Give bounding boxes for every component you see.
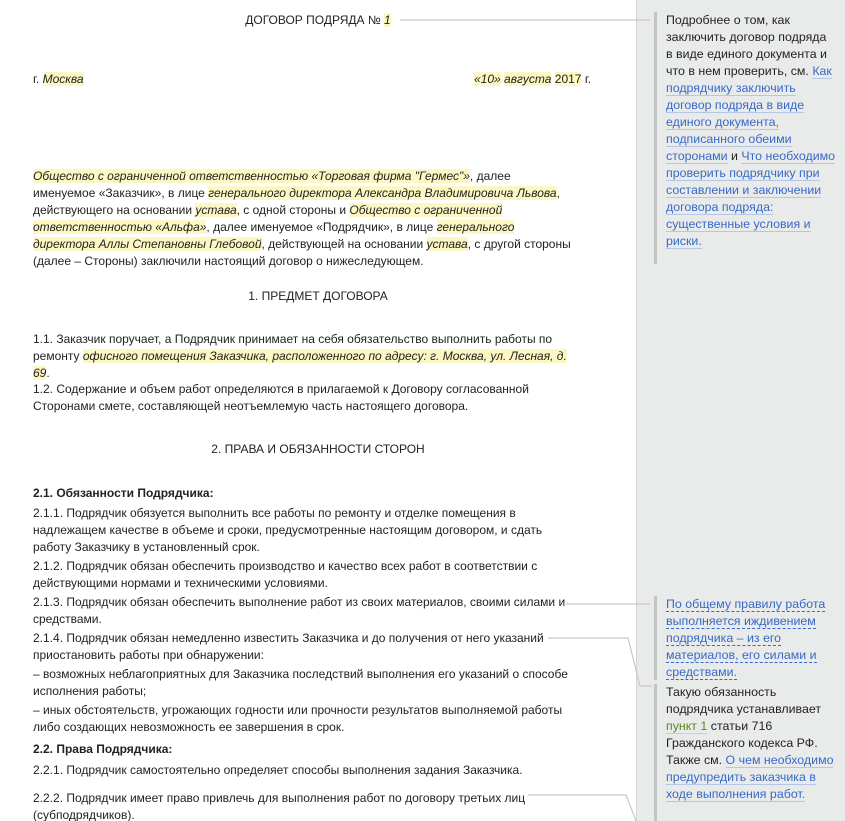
contractor-basis-field[interactable]: устава	[426, 237, 468, 251]
date-day-field[interactable]: «10»	[474, 72, 501, 86]
note-2-bar	[654, 596, 657, 680]
work-object-field[interactable]: офисного помещения Заказчика, расположенного по адресу: г. Москва, ул. Лесная, д. 69	[33, 349, 567, 380]
date-month-field[interactable]: августа	[504, 72, 552, 86]
sidebar-note-1: Подробнее о том, как заключить договор подряда в виде единого документа и что в нем проверить, см. Как подрядчику заключить договор подряда в виде единого документа, подписанного обеими сторонами и Что необходимо проверить подрядчику при составлении и заключении договора подряда: существенные условия и риски.	[666, 13, 836, 248]
sidebar-note-2	[666, 596, 836, 681]
clause-2-1-3: 2.1.3. Подрядчик обязан обеспечить выполнение работ из своих материалов, своими силами и средствами.	[33, 595, 566, 626]
note-1-bar	[654, 12, 657, 264]
note-3-link-warn-customer[interactable]: О чем необходимо предупредить заказчика в ходе выполнения работ.	[666, 753, 834, 801]
subsection-2-1-heading: 2.1. Обязанности Подрядчика:	[33, 486, 214, 500]
clause-2-1-4: 2.1.4. Подрядчик обязан немедленно известить Заказчика и до получения от него указаний приостановить работы при обнаружении:	[33, 631, 544, 662]
note-3-bar	[654, 684, 657, 821]
contract-city: г. Москва	[33, 72, 84, 86]
contractor-director-field[interactable]: генерального директора Аллы Степановны Глебовой	[33, 220, 515, 251]
customer-name-field[interactable]: Общество с ограниченной ответственностью «Торговая фирма "Гермес"»	[33, 169, 470, 183]
clause-2-1-4-item-b: – иных обстоятельств, угрожающих годности или прочности результатов выполняемой работы либо создающих невозможность ее завершения в срок.	[33, 703, 563, 734]
contract-title: ДОГОВОР ПОДРЯДА № 1	[245, 13, 391, 27]
note-1-link-check-contract[interactable]: Что необходимо проверить подрядчику при составлении и заключении договора подряда: существенные условия и риски.	[666, 149, 836, 248]
clause-2-1-2: 2.1.2. Подрядчик обязан обеспечить производство и качество всех работ в соответствии с действующими нормами и техническими условиями.	[33, 559, 538, 590]
clause-1-1: 1.1. Заказчик поручает, а Подрядчик принимает на себя обязательство выполнить работы по ремонту офисного помещения Заказчика, расположенного по адресу: г. Москва, ул. Лесная, д. 69.	[33, 332, 567, 380]
clause-1-2: 1.2. Содержание и объем работ определяются в прилагаемой к Договору согласованной Сторонами смете, составляющей неотъемлемую часть настоящего договора.	[33, 382, 529, 413]
city-field[interactable]: Москва	[42, 72, 84, 86]
clause-2-2-1: 2.2.1. Подрядчик самостоятельно определяет способы выполнения задания Заказчика.	[33, 763, 523, 777]
subsection-2-2-heading: 2.2. Права Подрядчика:	[33, 742, 173, 756]
clause-2-1-4-item-a: – возможных неблагоприятных для Заказчика последствий выполнения его указаний о способе исполнения работы;	[33, 667, 568, 698]
customer-basis-field[interactable]: устава	[195, 203, 237, 217]
section-2-heading: 2. ПРАВА И ОБЯЗАННОСТИ СТОРОН	[211, 442, 425, 456]
sidebar-note-3: Такую обязанность подрядчика устанавливает пункт 1 статьи 716 Гражданского кодекса РФ. Также см. О чем необходимо предупредить заказчика в ходе выполнения работ.	[666, 685, 834, 801]
note-1-link-sign-contract[interactable]: Как подрядчику заключить договор подряда в виде единого документа, подписанного обеими сторонами	[666, 64, 832, 163]
contract-number-field[interactable]: 1	[384, 13, 391, 27]
preamble: Общество с ограниченной ответственностью «Торговая фирма "Гермес"», далее именуемое «Заказчик», в лице генерального директора Александра Владимировича Львова, действующего на основании устава, с одной стороны и Общество с ограниченной ответственностью «Альфа», далее именуемое «Подрядчик», в лице генерального директора Аллы Степановны Глебовой, действующей на основании устава, с другой стороны (далее – Стороны) заключили настоящий договор о нижеследующем.	[33, 169, 571, 268]
contractor-name-field[interactable]: Общество с ограниченной ответственностью «Альфа»	[33, 203, 503, 234]
note-2-tooltip-link[interactable]: По общему правилу работа выполняется иждивением подрядчика – из его материалов, его силами и средствами.	[666, 597, 826, 679]
customer-director-field[interactable]: генерального директора Александра Владимировича Львова	[208, 186, 557, 200]
note-3-law-link[interactable]: пункт 1	[666, 719, 708, 733]
section-1-heading: 1. ПРЕДМЕТ ДОГОВОРА	[248, 289, 388, 303]
clause-2-1-1: 2.1.1. Подрядчик обязуется выполнить все работы по ремонту и отделке помещения в надлежащем качестве в объеме и сроки, предусмотренные настоящим договором, и сдать работу Заказчику в установленный срок.	[33, 506, 543, 554]
contract-date: «10» августа 2017 г.	[474, 72, 592, 86]
date-year-field[interactable]: 2017	[554, 72, 582, 86]
clause-2-2-2: 2.2.2. Подрядчик имеет право привлечь для выполнения работ по договору третьих лиц (субподрядчиков).	[33, 791, 526, 821]
